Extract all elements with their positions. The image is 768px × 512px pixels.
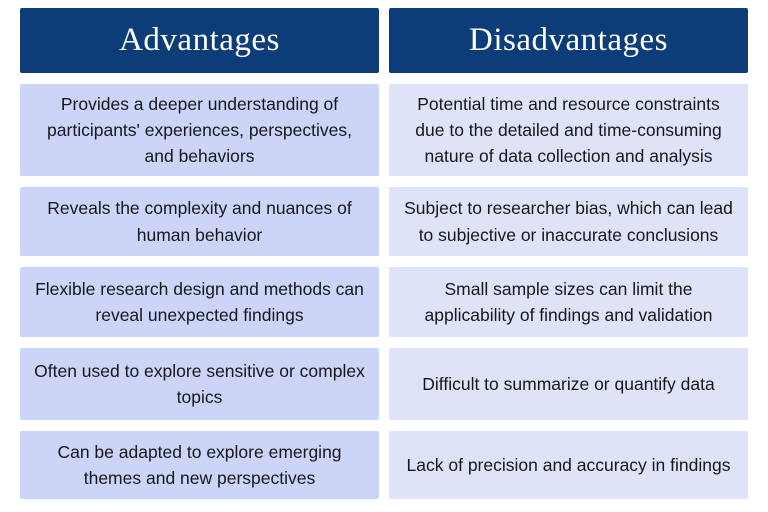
disadvantages-row [389, 348, 748, 420]
disadvantages-row [389, 431, 748, 499]
advantages-row [20, 431, 379, 499]
disadvantages-row-text: Small sample sizes can limit the applicability of findings and validation [424, 278, 713, 325]
advantages-header-label: Advantages [119, 22, 280, 58]
advantages-row-text: Can be adapted to explore emerging themes and new perspectives [57, 441, 342, 488]
disadvantages-row-text: Difficult to summarize or quantify data [422, 373, 715, 394]
advantages-row-text: Flexible research design and methods can reveal unexpected findings [35, 278, 364, 325]
disadvantages-row-text: Potential time and resource constraints due to the detailed and time-consuming nature of data collection and analysis [415, 93, 722, 167]
disadvantages-row [389, 84, 748, 176]
advantages-row-text: Often used to explore sensitive or complex topics [34, 360, 365, 407]
advantages-row [20, 84, 379, 176]
advantages-header [20, 8, 379, 73]
disadvantages-row [389, 187, 748, 256]
advantages-row [20, 187, 379, 256]
disadvantages-header [389, 8, 748, 73]
disadvantages-header-label: Disadvantages [469, 22, 668, 58]
disadvantages-row [389, 267, 748, 337]
advantages-row-text: Provides a deeper understanding of participants' experiences, perspectives, and behaviors [47, 93, 352, 167]
advantages-row [20, 267, 379, 337]
disadvantages-row-text: Subject to researcher bias, which can lead to subjective or inaccurate conclusions [404, 198, 733, 245]
disadvantages-row-text: Lack of precision and accuracy in findings [406, 454, 731, 475]
advantages-row-text: Reveals the complexity and nuances of human behavior [47, 198, 352, 245]
advantages-row [20, 348, 379, 420]
